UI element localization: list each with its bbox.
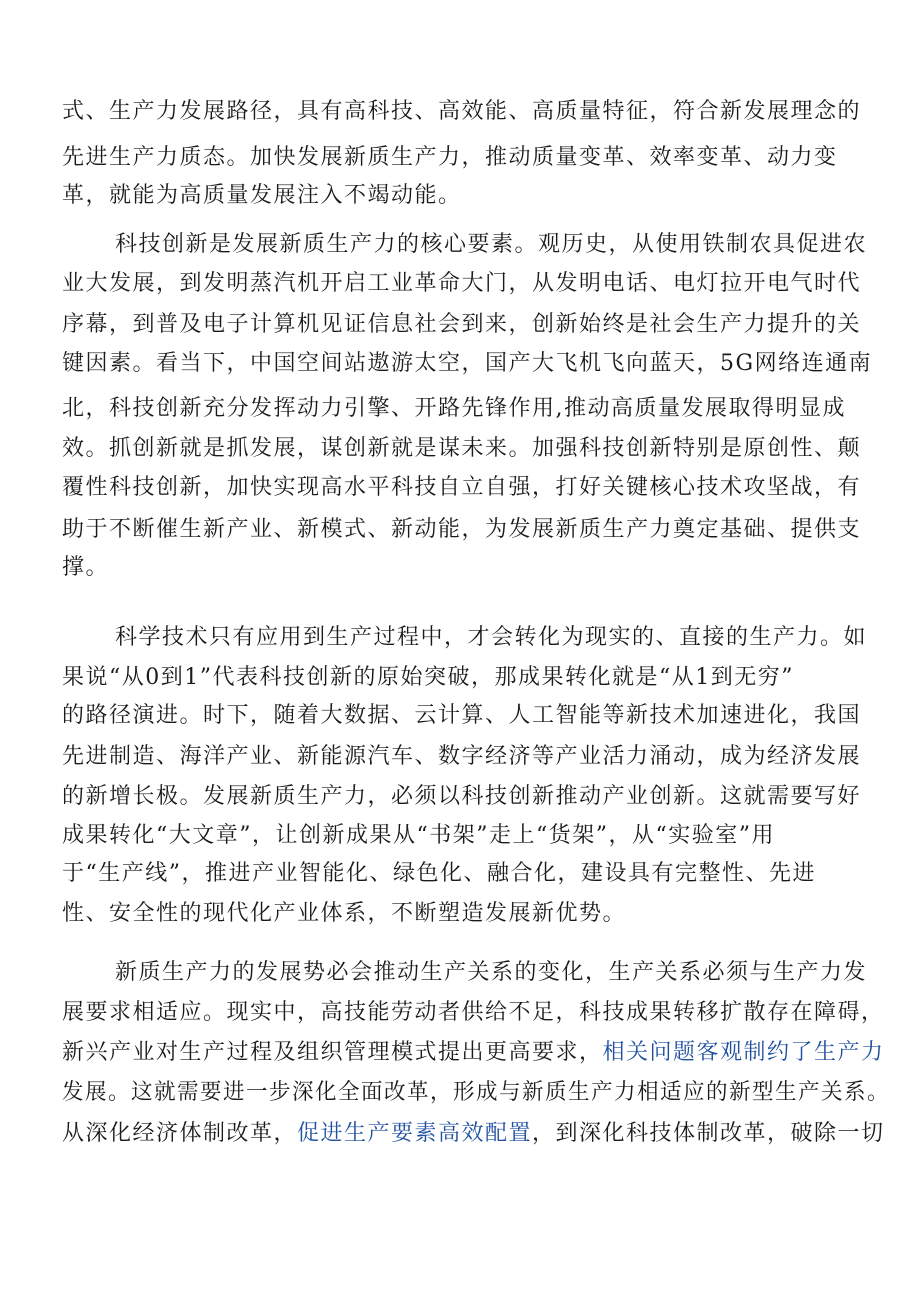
text-line: 科技创新是发展新质生产力的核心要素。观历史，从使用铁制农具促进农 xyxy=(115,232,868,257)
highlighted-text: 促进生产要素高效配置 xyxy=(297,1121,533,1146)
text-line: 撑。 xyxy=(62,555,110,580)
text-line xyxy=(62,1121,885,1147)
text-line: 发展。这就需要进一步深化全面改革，形成与新质生产力相适应的新型生产关系。 xyxy=(62,1080,891,1105)
text-line: 助于不断催生新产业、新模式、新动能，为发展新质生产力奠定基础、提供支 xyxy=(62,517,862,542)
text-line: 新质生产力的发展势必会推动生产关系的变化，生产关系必须与生产力发 xyxy=(115,960,868,985)
text-line: 先进制造、海洋产业、新能源汽车、数字经济等产业活力涌动，成为经济发展 xyxy=(62,744,862,769)
text-line: 于“生产线”，推进产业智能化、绿色化、融合化，建设具有完整性、先进 xyxy=(62,861,816,886)
text-line: 的路径演进。时下，随着大数据、云计算、人工智能等新技术加速进化，我国 xyxy=(62,703,862,728)
text-line: 的新增长极。发展新质生产力，必须以科技创新推动产业创新。这就需要写好 xyxy=(62,784,862,809)
text-line: 效。抓创新就是抓发展，谋创新就是谋未来。加强科技创新特别是原创性、颠 xyxy=(62,436,862,461)
text-line: 业大发展，到发明蒸汽机开启工业革命大门，从发明电话、电灯拉开电气时代 xyxy=(62,271,862,296)
text-segment: ，到深化科技体制改革，破除一切 xyxy=(532,1121,885,1146)
text-line: 覆性科技创新，加快实现高水平科技自立自强，打好关键核心技术攻坚战，有 xyxy=(62,475,862,500)
text-line: 科学技术只有应用到生产过程中，才会转化为现实的、直接的生产力。如 xyxy=(115,625,868,650)
text-line: 先进生产力质态。加快发展新质生产力，推动质量变革、效率变革、动力变 xyxy=(62,145,838,170)
text-line: 键因素。看当下，中国空间站遨游太空，国产大飞机飞向蓝天，5G网络连通南 xyxy=(62,351,873,376)
text-line xyxy=(62,1040,885,1066)
text-line: 成果转化“大文章”，让创新成果从“书架”走上“货架”，从“实验室”用 xyxy=(62,823,775,848)
text-segment: 从深化经济体制改革， xyxy=(62,1121,298,1146)
text-segment: 新兴产业对生产过程及组织管理模式提出更高要求， xyxy=(62,1040,603,1065)
text-line: 革，就能为高质量发展注入不竭动能。 xyxy=(62,183,462,208)
highlighted-text: 相关问题客观制约了生产力 xyxy=(602,1040,885,1065)
text-line: 式、生产力发展路径，具有高科技、高效能、高质量特征，符合新发展理念的 xyxy=(62,99,862,124)
text-line: 果说“从0到1”代表科技创新的原始突破，那成果转化就是“从1到无穷” xyxy=(62,665,794,690)
text-line: 北，科技创新充分发挥动力引擎、开路先锋作用,推动高质量发展取得明显成 xyxy=(62,396,846,421)
text-line: 性、安全性的现代化产业体系，不断塑造发展新优势。 xyxy=(62,901,627,926)
text-line: 序幕，到普及电子计算机见证信息社会到来，创新始终是社会生产力提升的关 xyxy=(62,312,862,337)
text-line: 展要求相适应。现实中，高技能劳动者供给不足，科技成果转移扩散存在障碍， xyxy=(62,1000,885,1025)
